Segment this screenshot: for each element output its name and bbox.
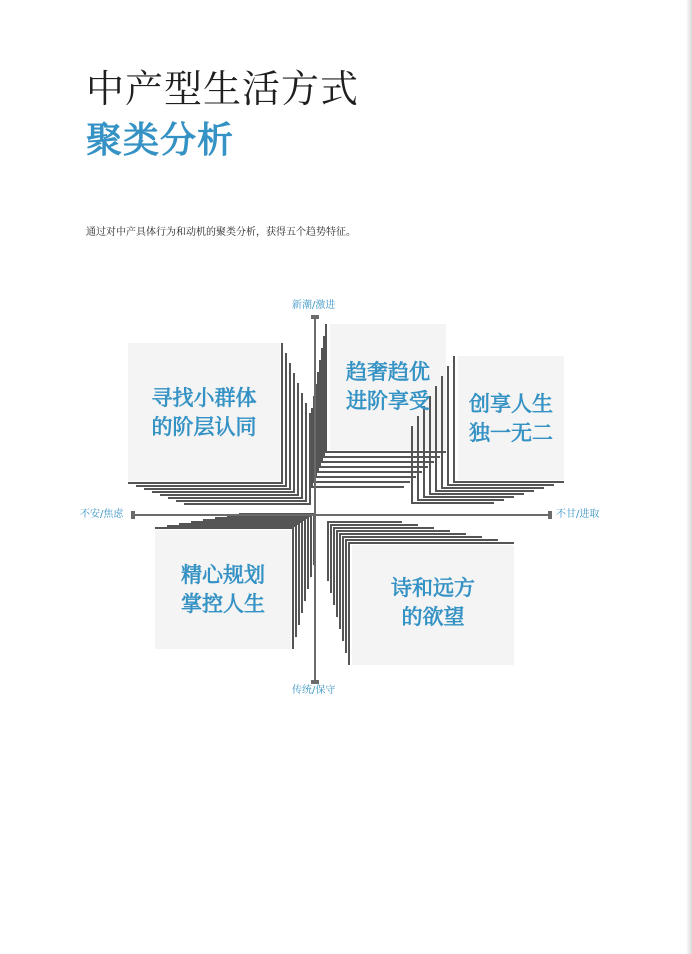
cluster-label-small-group (128, 384, 280, 442)
axis-label-left: 不安/焦虑 (80, 509, 124, 520)
cluster-label-line1: 寻找小群体 (151, 386, 257, 410)
cluster-label-poetry (352, 574, 514, 632)
axis-cap-bottom (311, 680, 319, 684)
axis-label-right: 不甘/进取 (556, 509, 600, 520)
cluster-label-line2: 的欲望 (401, 605, 465, 629)
intro-text: 通过对中产具体行为和动机的聚类分析，获得五个趋势特征。 (86, 227, 356, 238)
cluster-label-line2: 掌控人生 (181, 592, 265, 616)
cluster-label-unique (458, 390, 564, 448)
cluster-label-line1: 诗和远方 (391, 576, 475, 600)
axis-cap-top (311, 315, 319, 319)
axis-label-top: 新潮/激进 (292, 300, 336, 311)
cluster-label-line2: 进阶享受 (346, 389, 430, 413)
cluster-label-line2: 独一无二 (469, 421, 553, 445)
cluster-label-luxury (330, 358, 446, 416)
cluster-label-line2: 的阶层认同 (151, 415, 257, 439)
cluster-label-line1: 创享人生 (469, 392, 553, 416)
page-subtitle: 聚类分析 (86, 120, 235, 161)
axis-cap-left (131, 511, 135, 519)
axis-cap-right (548, 511, 552, 519)
page-title: 中产型生活方式 (86, 67, 360, 111)
cluster-label-line1: 趋奢趋优 (346, 360, 430, 384)
cluster-label-planning (155, 561, 291, 619)
cluster-label-line1: 精心规划 (181, 563, 265, 587)
axis-label-bottom: 传统/保守 (292, 685, 336, 696)
